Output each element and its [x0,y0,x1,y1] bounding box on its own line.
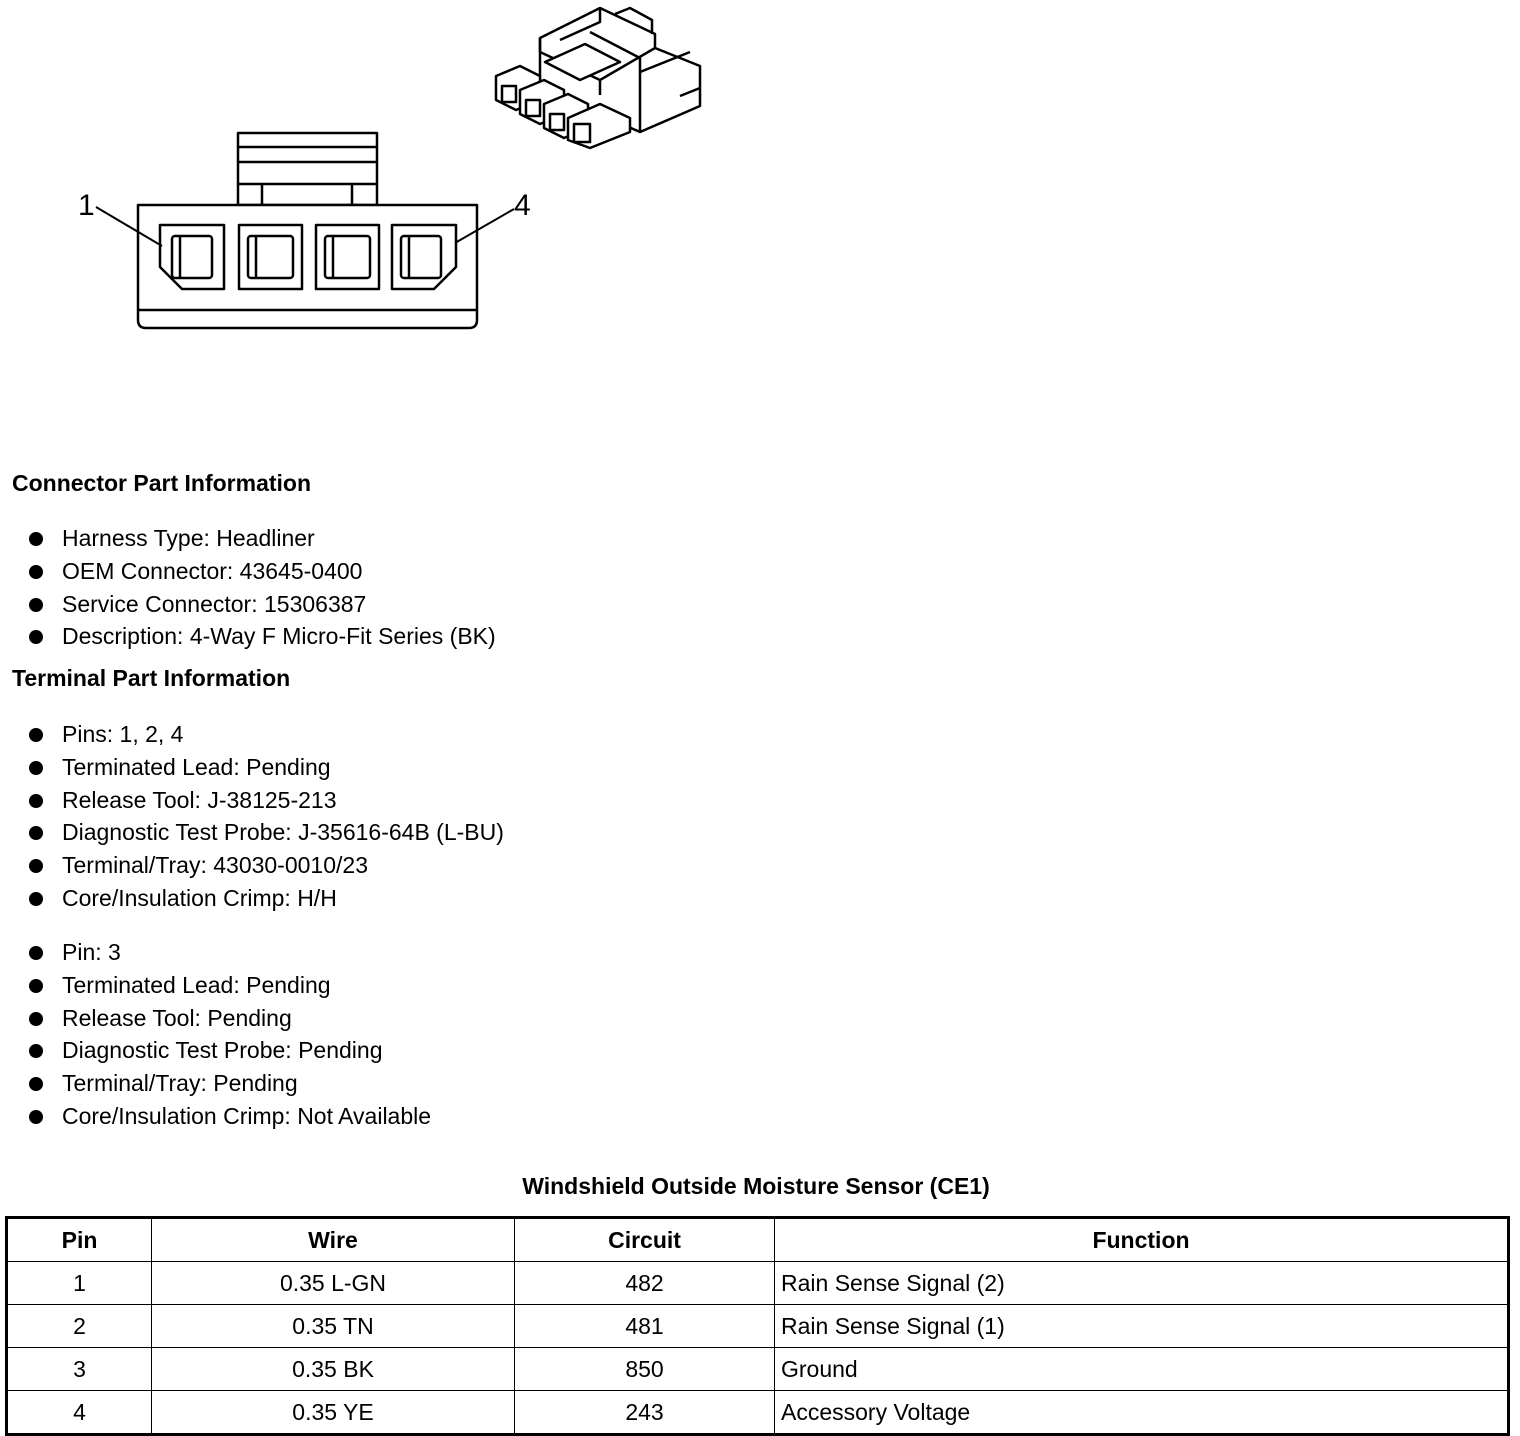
table-row [7,1262,1509,1305]
table-header-row [7,1218,1509,1262]
cell-function: Rain Sense Signal (2) [775,1262,1509,1305]
bullet-icon [29,630,43,644]
bullet-icon [29,979,43,993]
bullet-icon [29,859,43,873]
header-pin: Pin [7,1218,152,1262]
cell-pin: 2 [7,1305,152,1348]
terminal-part-info-heading: Terminal Part Information [12,665,291,691]
table-title: Windshield Outside Moisture Sensor (CE1) [522,1173,990,1199]
list-item-text: Pins: 1, 2, 4 [62,721,184,747]
bullet-icon [29,761,43,775]
list-item-text: Release Tool: J-38125-213 [62,786,337,813]
bullet-icon [29,946,43,960]
list-item-text: OEM Connector: 43645-0400 [62,557,363,584]
cell-wire: 0.35 BK [152,1348,515,1391]
bullet-icon [29,794,43,808]
bullet-icon [29,826,43,840]
table-row [7,1348,1509,1391]
list-item [28,522,496,555]
list-item-text: Diagnostic Test Probe: J-35616-64B (L-BU) [62,819,504,846]
header-function: Function [775,1218,1509,1262]
list-item-text: Terminal/Tray: 43030-0010/23 [62,852,368,879]
connector-isometric-view [496,8,700,148]
pin-label-4: 4 [514,189,531,222]
list-item [28,588,496,621]
cell-pin: 4 [7,1391,152,1435]
list-item-text: Diagnostic Test Probe: Pending [62,1037,383,1064]
bullet-icon [29,892,43,906]
list-item [28,1034,431,1067]
list-item [28,882,504,915]
bullet-icon [29,1044,43,1058]
cell-wire: 0.35 YE [152,1391,515,1435]
cell-function: Rain Sense Signal (1) [775,1305,1509,1348]
list-item [28,1067,431,1100]
cell-circuit: 482 [515,1262,775,1305]
connector-diagram [0,0,760,360]
list-item [28,1002,431,1035]
cell-function: Accessory Voltage [775,1391,1509,1435]
list-item [28,751,504,784]
header-circuit: Circuit [515,1218,775,1262]
list-item-text: Service Connector: 15306387 [62,590,367,617]
cell-circuit: 243 [515,1391,775,1435]
list-item-text: Terminal/Tray: Pending [62,1070,298,1097]
list-item-text: Terminated Lead: Pending [62,971,331,998]
list-item-text: Description: 4-Way F Micro-Fit Series (BK) [62,623,496,650]
list-item [28,816,504,849]
bullet-icon [29,1012,43,1026]
terminal-part-info-list-pins-1-2-4 [28,718,504,915]
bullet-icon [29,728,43,742]
cell-wire: 0.35 L-GN [152,1262,515,1305]
cell-circuit: 850 [515,1348,775,1391]
header-wire: Wire [152,1218,515,1262]
list-item [28,784,504,817]
list-item-text: Core/Insulation Crimp: H/H [62,884,337,911]
list-item [28,718,504,751]
table-row [7,1391,1509,1435]
list-item-text: Release Tool: Pending [62,1004,292,1031]
table-row [7,1305,1509,1348]
cell-function: Ground [775,1348,1509,1391]
list-item [28,1100,431,1133]
cell-pin: 3 [7,1348,152,1391]
bullet-icon [29,598,43,612]
pin-label-1: 1 [78,189,95,222]
connector-front-view [96,133,514,328]
bullet-icon [29,532,43,546]
bullet-icon [29,1077,43,1091]
bullet-icon [29,565,43,579]
list-item [28,849,504,882]
list-item-text: Harness Type: Headliner [62,525,315,551]
list-item-text: Core/Insulation Crimp: Not Available [62,1102,432,1129]
list-item [28,555,496,588]
cell-pin: 1 [7,1262,152,1305]
list-item [28,936,431,969]
connector-part-info-heading: Connector Part Information [12,470,312,496]
list-item-text: Pin: 3 [62,939,121,965]
connector-part-info-list [28,522,496,653]
cell-wire: 0.35 TN [152,1305,515,1348]
cell-circuit: 481 [515,1305,775,1348]
list-item [28,969,431,1002]
bullet-icon [29,1110,43,1124]
list-item-text: Terminated Lead: Pending [62,753,331,780]
terminal-part-info-list-pin-3 [28,936,431,1133]
pin-table [5,1216,1510,1436]
list-item [28,620,496,653]
